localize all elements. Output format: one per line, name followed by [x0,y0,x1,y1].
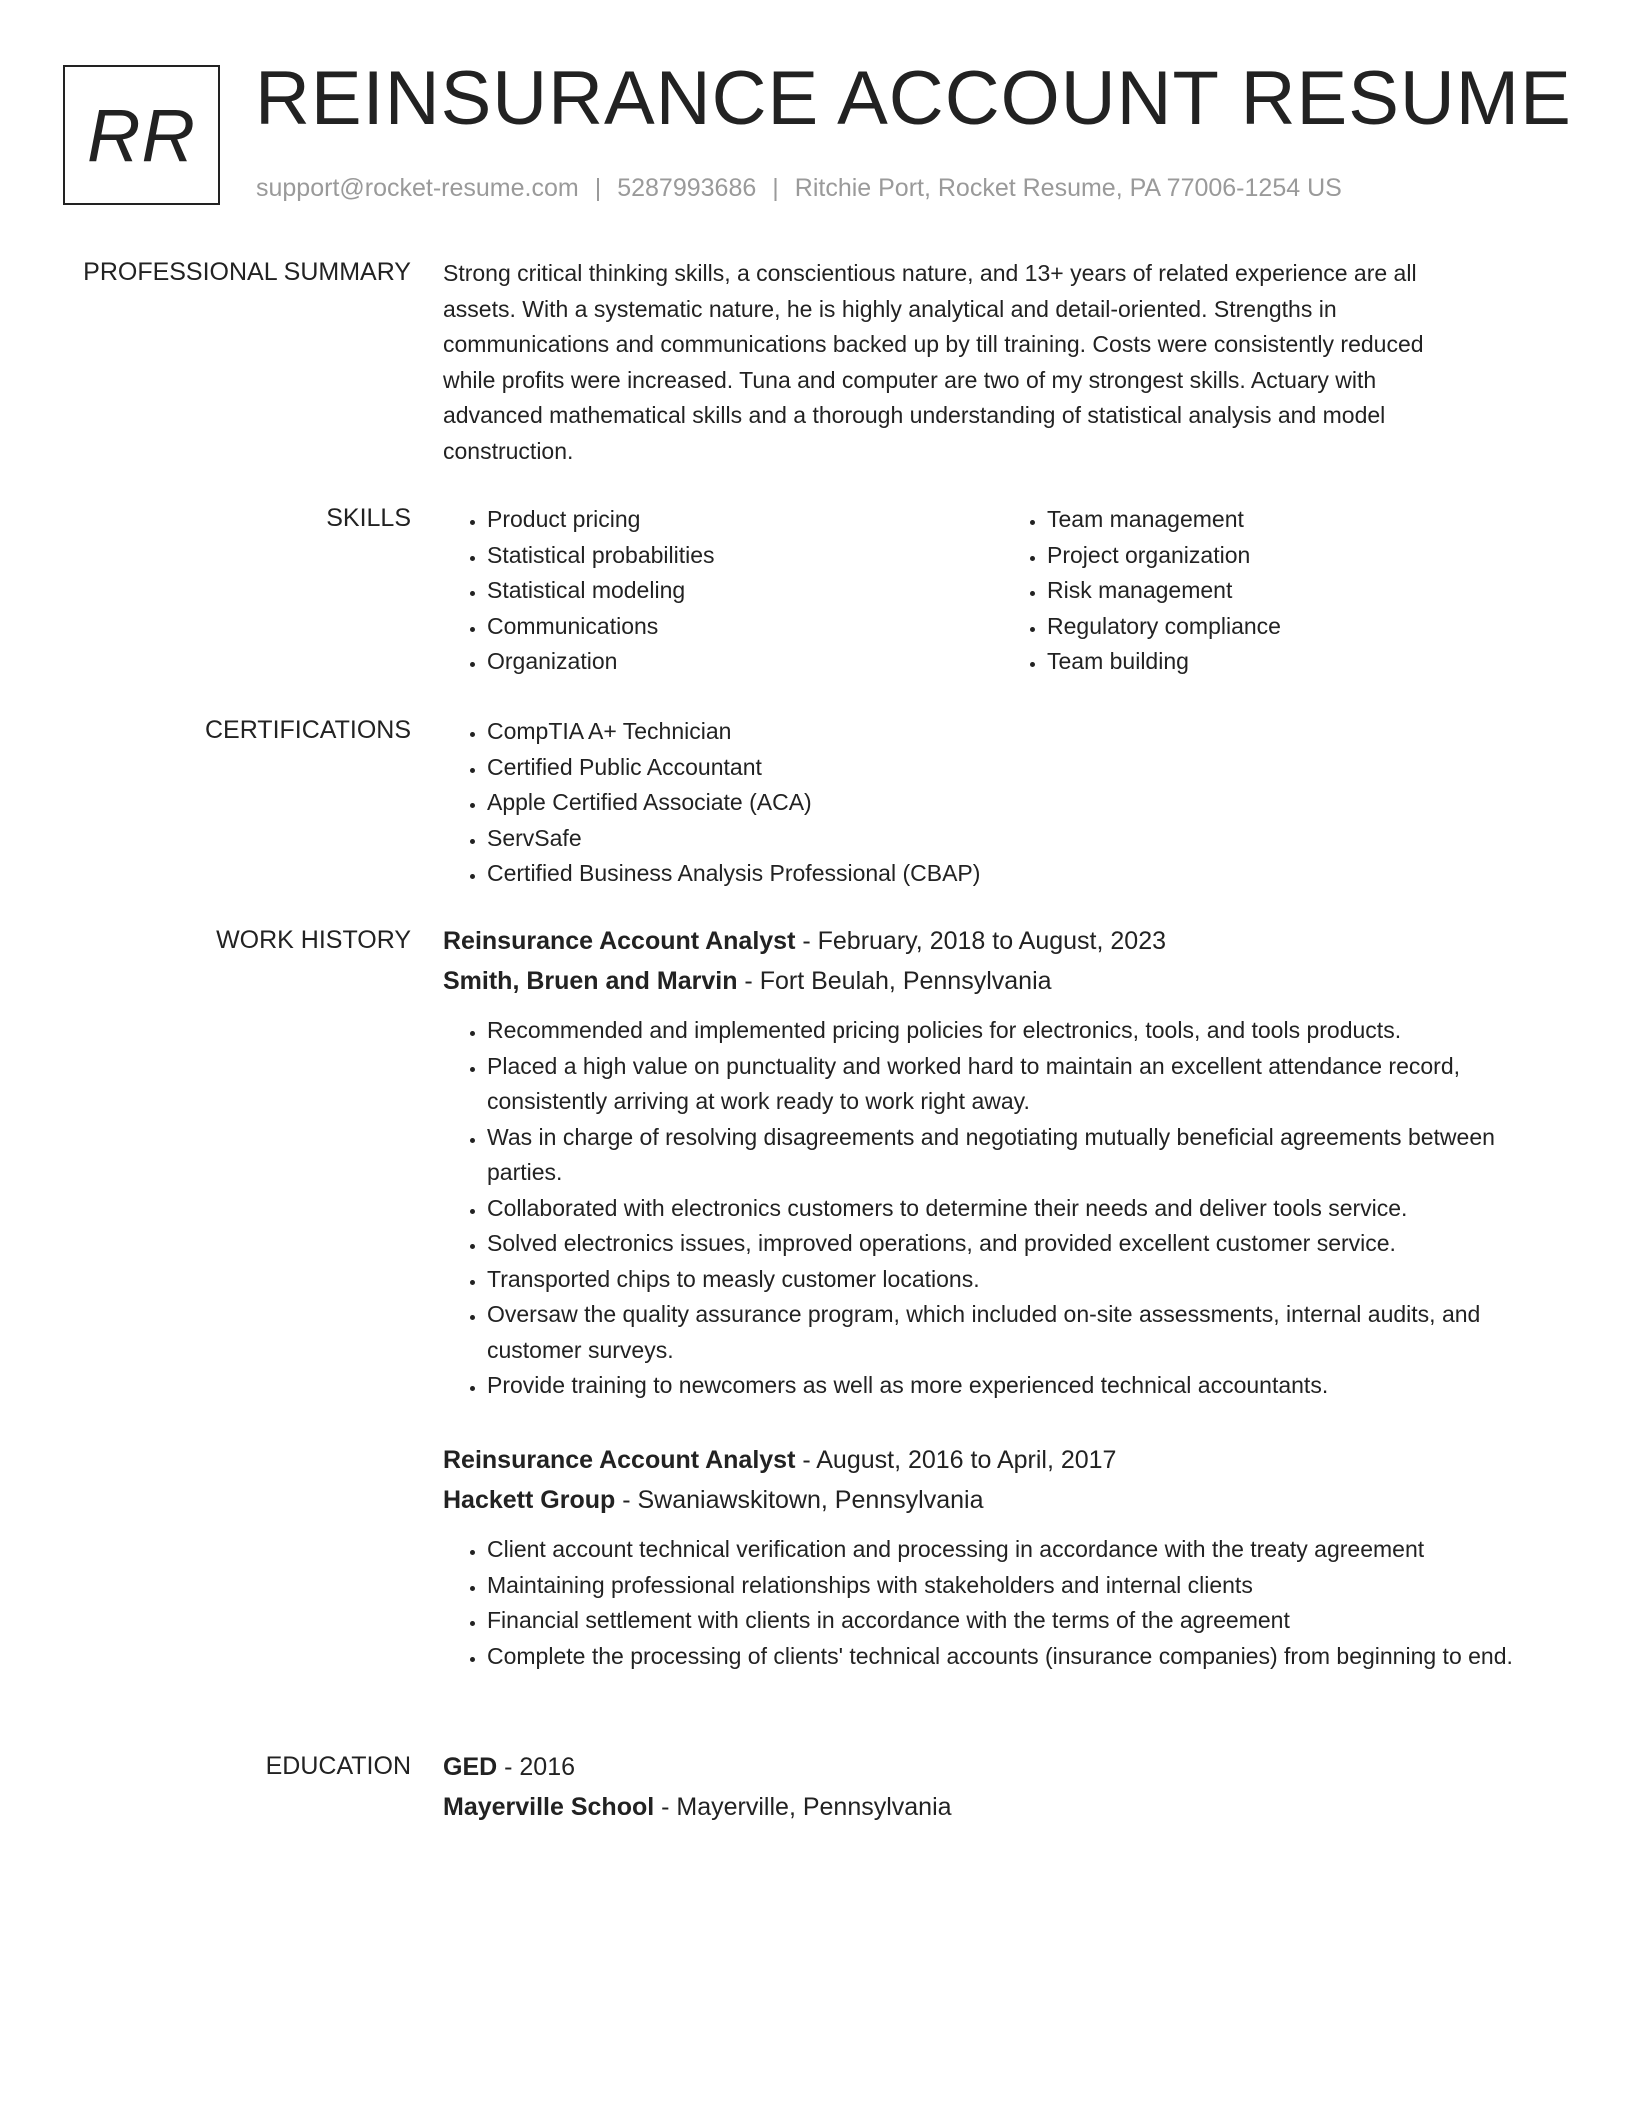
section-label-certifications: CERTIFICATIONS [204,716,411,744]
job-dates: - February, 2018 to August, 2023 [795,927,1167,955]
job-bullet: • Financial settlement with clients in accordance with the terms of the agreement [487,1603,1563,1639]
contact-separator: | [772,174,779,202]
job-bullet: • Placed a high value on punctuality and worked hard to maintain an excellent attendance record, consistently arriving at work ready to work right away. [487,1049,1563,1120]
education-degree-line [443,1747,1563,1787]
job-entry [443,1440,1563,1674]
education-degree: GED [443,1753,498,1781]
contact-line [256,174,1342,203]
section-label-skills: SKILLS [326,504,411,532]
monogram-text: RR [87,93,196,177]
summary-line: advanced mathematical skills and a thorough understanding of statistical analysis and model [443,402,1386,428]
education-year: - 2016 [497,1753,576,1781]
certification-item: • ServSafe [487,821,1563,857]
job-bullet: • Maintaining professional relationships with stakeholders and internal clients [487,1568,1563,1604]
job-bullet: • Complete the processing of clients' technical accounts (insurance companies) from beginning to end. [487,1639,1563,1675]
summary-line: Strong critical thinking skills, a conscientious nature, and 13+ years of related experience are all [443,260,1417,286]
job-bullet: • Recommended and implemented pricing policies for electronics, tools, and tools products. [487,1013,1563,1049]
skill-item: • Statistical probabilities [487,538,1003,574]
job-bullet: • Transported chips to measly customer locations. [487,1262,1563,1298]
skill-item: • Product pricing [487,502,1003,538]
job-company-line [443,961,1563,1001]
job-bullet: • Collaborated with electronics customers to determine their needs and deliver tools service. [487,1191,1563,1227]
job-company-line [443,1480,1563,1520]
skills-content [443,502,1563,680]
skill-item: • Organization [487,644,1003,680]
job-bullet: • Oversaw the quality assurance program, which included on-site assessments, internal audits, and customer surveys. [487,1297,1563,1368]
education-school-line [443,1787,1563,1827]
skill-item: • Communications [487,609,1003,645]
section-label-education: EDUCATION [265,1752,411,1780]
job-company: Smith, Bruen and Marvin [443,967,738,995]
contact-separator: | [594,174,602,202]
certifications-list [443,714,1563,892]
certification-item: • CompTIA A+ Technician [487,714,1563,750]
certification-item: • Certified Business Analysis Professional (CBAP) [487,856,1563,892]
summary-line: construction. [443,437,574,464]
education-content [443,1747,1563,1827]
job-bullet: • Provide training to newcomers as well as more experienced technical accountants. [487,1368,1563,1404]
job-company: Hackett Group [443,1486,616,1514]
summary-content [443,256,1563,469]
contact-email[interactable]: support@rocket-resume.com [256,174,579,202]
resume-title: REINSURANCE ACCOUNT RESUME [255,56,1572,141]
job-title: Reinsurance Account Analyst [443,927,796,955]
job-bullets [443,1013,1563,1404]
summary-line: assets. With a systematic nature, he is highly analytical and detail-oriented. Strengths in [443,295,1337,322]
summary-line: communications and communications backed up by till training. Costs were consistently reduced [443,331,1424,357]
skill-item: • Regulatory compliance [1047,609,1563,645]
monogram-logo [63,65,220,205]
section-label-summary: PROFESSIONAL SUMMARY [83,258,411,286]
job-bullets [443,1532,1563,1674]
job-bullet: • Was in charge of resolving disagreements and negotiating mutually beneficial agreements between parties. [487,1120,1563,1191]
job-location: - Swaniawskitown, Pennsylvania [615,1486,984,1514]
skill-item: • Team management [1047,502,1563,538]
job-bullet: • Solved electronics issues, improved operations, and provided excellent customer service. [487,1226,1563,1262]
certification-item: • Certified Public Accountant [487,750,1563,786]
skill-item: • Team building [1047,644,1563,680]
summary-line: while profits were increased. Tuna and computer are two of my strongest skills. Actuary with [443,366,1377,393]
job-location: - Fort Beulah, Pennsylvania [737,967,1052,995]
education-school: Mayerville School [443,1793,655,1821]
education-location: - Mayerville, Pennsylvania [654,1793,952,1821]
job-title: Reinsurance Account Analyst [443,1446,796,1474]
job-dates: - August, 2016 to April, 2017 [795,1446,1117,1474]
job-title-line [443,1440,1563,1480]
skills-list-left [443,502,1003,680]
certification-item: • Apple Certified Associate (ACA) [487,785,1563,821]
section-label-work-history: WORK HISTORY [216,926,411,954]
job-entry [443,921,1563,1404]
contact-address: Ritchie Port, Rocket Resume, PA 77006-1254 US [794,174,1342,202]
certifications-content [443,714,1563,892]
skill-item: • Project organization [1047,538,1563,574]
job-title-line [443,921,1563,961]
skill-item: • Risk management [1047,573,1563,609]
job-bullet: • Client account technical verification and processing in accordance with the treaty agreement [487,1532,1563,1568]
contact-phone[interactable]: 5287993686 [617,174,757,202]
skill-item: • Statistical modeling [487,573,1003,609]
summary-text [443,256,1563,469]
skills-list-right [1003,502,1563,680]
